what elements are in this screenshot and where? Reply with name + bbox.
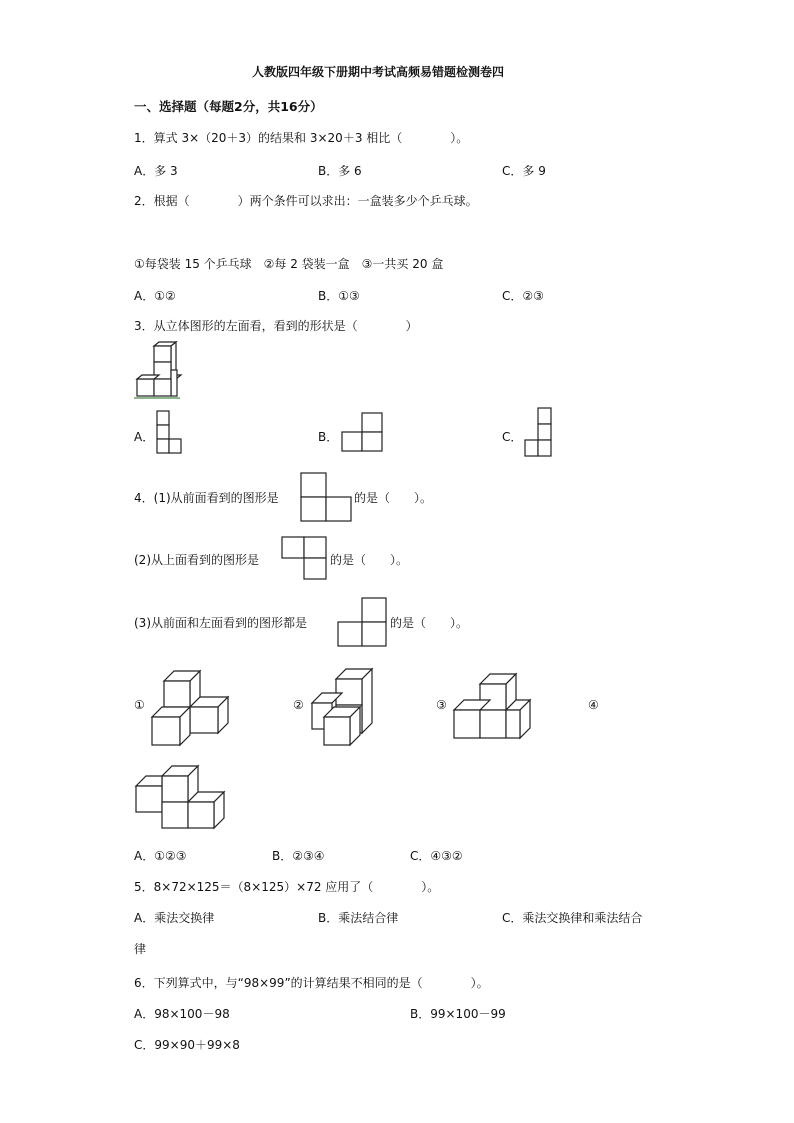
q6-option-b[interactable]: B．99×100－99: [410, 1007, 506, 1021]
q5-option-c[interactable]: C．乘法交换律和乘法结合: [502, 911, 643, 925]
q4-solid-figure-2: [308, 667, 380, 749]
q4-figure-label-2: ②: [293, 698, 304, 712]
q4-part2-shape: [280, 535, 330, 583]
q4-option-b[interactable]: B．②③④: [272, 849, 325, 863]
q4-figure-label-3: ③: [436, 698, 447, 712]
q4-part1-suffix: 的是（ ）。: [354, 491, 433, 505]
q3-stem: 3．从立体图形的左面看，看到的形状是（ ）: [134, 319, 418, 333]
q2-option-c[interactable]: C．②③: [502, 289, 544, 303]
q2-option-b[interactable]: B．①③: [318, 289, 360, 303]
q3-solid-figure: [132, 340, 182, 400]
q6-option-a[interactable]: A．98×100－98: [134, 1007, 230, 1021]
q3-option-a-shape: [154, 409, 186, 457]
q1-option-a[interactable]: A．多 3: [134, 164, 178, 178]
q4-figure-label-4: ④: [588, 698, 599, 712]
q3-option-a[interactable]: A．: [134, 430, 155, 444]
q1-stem: 1．算式 3×（20＋3）的结果和 3×20＋3 相比（ ）。: [134, 131, 469, 145]
q3-option-b-shape: [340, 411, 386, 455]
q5-option-a[interactable]: A．乘法交换律: [134, 911, 215, 925]
section-heading: 一、选择题（每题2分，共16分）: [134, 99, 323, 114]
q3-option-b[interactable]: B．: [318, 430, 339, 444]
q3-option-c-shape: [520, 406, 556, 458]
q4-option-c[interactable]: C．④③②: [410, 849, 463, 863]
q5-stem: 5．8×72×125＝（8×125）×72 应用了（ ）。: [134, 880, 440, 894]
page-title: 人教版四年级下册期中考试高频易错题检测卷四: [252, 65, 505, 79]
q2-option-a[interactable]: A．①②: [134, 289, 176, 303]
q4-part3-prefix: (3)从前面和左面看到的图形都是: [134, 616, 307, 630]
q4-part3-suffix: 的是（ ）。: [390, 616, 469, 630]
q4-part1-shape: [299, 471, 353, 523]
q4-part1-prefix: 4．(1)从前面看到的图形是: [134, 491, 279, 505]
q5-option-c-continued: 律: [134, 942, 147, 956]
q1-option-c[interactable]: C．多 9: [502, 164, 546, 178]
q4-part3-shape: [335, 596, 389, 650]
q4-part2-prefix: (2)从上面看到的图形是: [134, 553, 259, 567]
q6-stem: 6．下列算式中，与“98×99”的计算结果不相同的是（ ）。: [134, 976, 489, 990]
q2-stem: 2．根据（ ）两个条件可以求出：一盒装多少个乒乓球。: [134, 194, 478, 208]
q2-conditions: ①每袋装 15 个乒乓球 ②每 2 袋装一盒 ③一共买 20 盒: [134, 257, 444, 271]
q4-part2-suffix: 的是（ ）。: [330, 553, 409, 567]
q5-option-b[interactable]: B．乘法结合律: [318, 911, 399, 925]
q4-option-a[interactable]: A．①②③: [134, 849, 187, 863]
q6-option-c[interactable]: C．99×90＋99×8: [134, 1038, 240, 1052]
q4-solid-figure-1: [150, 667, 234, 749]
q4-figure-label-1: ①: [134, 698, 145, 712]
q4-solid-figure-4: [134, 764, 226, 830]
q4-solid-figure-3: [452, 670, 534, 742]
q3-option-c[interactable]: C．: [502, 430, 523, 444]
q1-option-b[interactable]: B．多 6: [318, 164, 362, 178]
